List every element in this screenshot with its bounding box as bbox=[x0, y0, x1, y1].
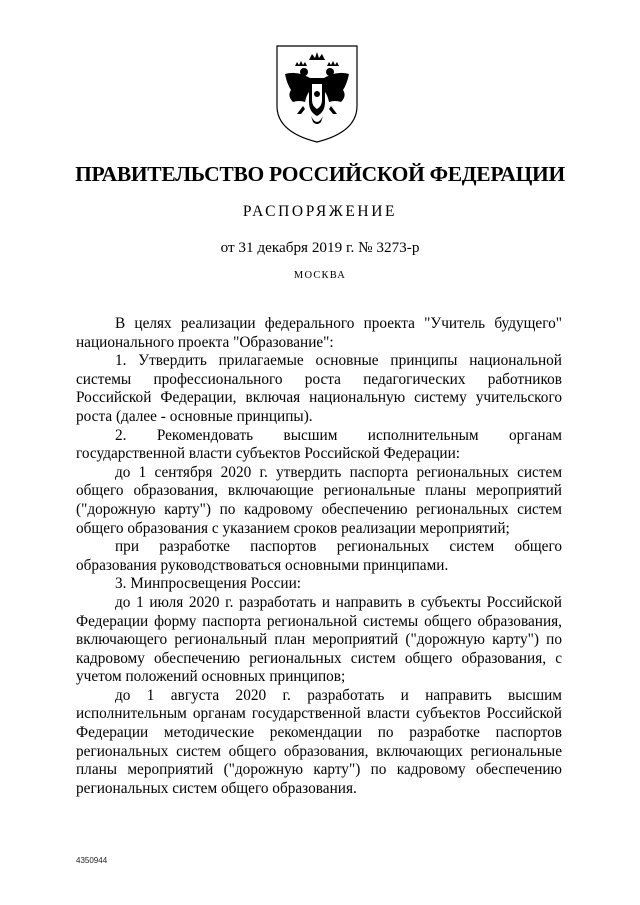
paragraph-item-2-sub-2: при разработке паспортов региональных систем общего образования руководствоваться основными принципами. bbox=[76, 538, 562, 574]
paragraph-item-2: 2. Рекомендовать высшим исполнительным органам государственной власти субъектов Российской Федерации: bbox=[76, 426, 562, 463]
document-body bbox=[76, 315, 562, 798]
paragraph-item-3-sub-1: до 1 июля 2020 г. разработать и направить в субъекты Российской Федерации форму паспорта региональной системы общего образования, включающего региональный план мероприятий ("дорожную карту") по кадровому обеспечению региональных систем общего образования, с учетом положений основных принципов; bbox=[76, 593, 562, 686]
paragraph-item-1: 1. Утвердить прилагаемые основные принципы национальной системы профессионального роста педагогических работников Российской Федерации, включая национальную систему учительского роста (далее - основные принципы). bbox=[76, 352, 562, 425]
paragraph-preamble: В целях реализации федерального проекта "Учитель будущего" национального проекта "Образование": bbox=[76, 315, 562, 351]
footer-document-code: 4350944 bbox=[76, 856, 108, 865]
coat-of-arms-icon bbox=[273, 44, 361, 144]
paragraph-item-3: 3. Минпросвещения России: bbox=[115, 575, 302, 593]
document-city: МОСКВА bbox=[293, 270, 347, 281]
document-date-number: от 31 декабря 2019 г. № 3273-р bbox=[220, 239, 420, 256]
government-title: ПРАВИТЕЛЬСТВО РОССИЙСКОЙ ФЕДЕРАЦИИ bbox=[75, 162, 565, 186]
paragraph-item-2-sub-1: до 1 сентября 2020 г. утвердить паспорта региональных систем общего образования, включающие региональные планы мероприятий ("дорожную карту") по кадровому обеспечению региональных систем общего образования с указанием сроков реализации мероприятий; bbox=[76, 463, 562, 537]
paragraph-item-3-sub-2: до 1 августа 2020 г. разработать и направить высшим исполнительным органам государственной власти субъектов Российской Федерации методические рекомендации по разработке паспортов региональных систем общего образования, включающих региональные планы мероприятий ("дорожную карту") по кадровому обеспечению региональных систем общего образования. bbox=[76, 686, 562, 797]
document-type: РАСПОРЯЖЕНИЕ bbox=[242, 203, 398, 220]
